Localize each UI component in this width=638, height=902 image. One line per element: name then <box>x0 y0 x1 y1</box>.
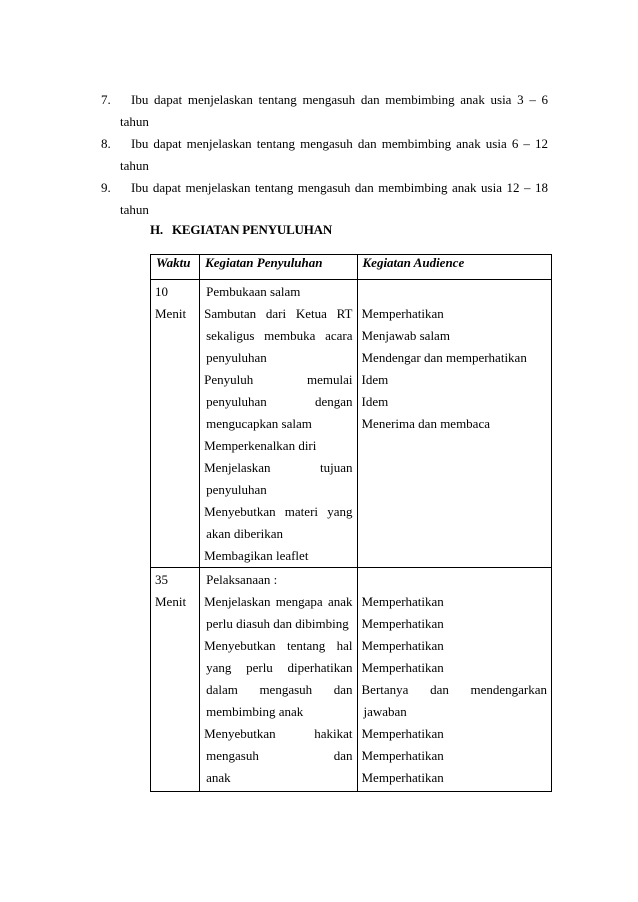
waktu-unit: Menit <box>155 306 187 321</box>
cell-line: yang perlu diperhatikan <box>206 660 353 675</box>
cell-line: Memperkenalkan diri <box>204 438 317 453</box>
penyuluhan-cell <box>200 280 357 568</box>
cell-line: Pelaksanaan : <box>206 572 278 587</box>
cell-line: Penyuluh memulai <box>204 372 353 387</box>
waktu-value: 10 <box>155 284 168 299</box>
activity-table <box>150 254 552 792</box>
cell-line: membimbing anak <box>206 704 304 719</box>
section-heading <box>150 222 332 238</box>
list-text-continuation: tahun <box>120 158 149 173</box>
cell-line: sekaligus membuka acara <box>206 328 353 343</box>
list-text-continuation: tahun <box>120 202 149 217</box>
cell-line <box>362 281 548 303</box>
cell-line: penyuluhan <box>206 350 267 365</box>
cell-line: Memperhatikan <box>361 616 444 631</box>
cell-line: Memperhatikan <box>361 660 444 675</box>
cell-line: Memperhatikan <box>361 748 444 763</box>
list-text: Ibu dapat menjelaskan tentang mengasuh dan membimbing anak usia 6 – 12 <box>131 136 548 151</box>
cell-line: Memperhatikan <box>361 638 444 653</box>
cell-line: Memperhatikan <box>361 726 444 741</box>
cell-line: perlu diasuh dan dibimbing <box>206 616 349 631</box>
cell-line: penyuluhan <box>206 482 267 497</box>
cell-line: dalam mengasuh dan <box>206 682 353 697</box>
cell-line <box>362 569 548 591</box>
header-kegiatan-penyuluhan: Kegiatan Penyuluhan <box>200 255 357 280</box>
table-row <box>151 280 552 568</box>
cell-line: Menjelaskan mengapa anak <box>204 594 353 609</box>
audience-cell <box>357 568 552 792</box>
cell-line: Menjawab salam <box>361 328 450 343</box>
cell-line: akan diberikan <box>206 526 283 541</box>
cell-line: Bertanya dan mendengarkan <box>361 682 547 697</box>
cell-line: Menyebutkan tentang hal <box>204 638 353 653</box>
section-title: KEGIATAN PENYULUHAN <box>172 222 333 237</box>
cell-line: jawaban <box>363 704 407 719</box>
list-text: Ibu dapat menjelaskan tentang mengasuh dan membimbing anak usia 3 – 6 <box>131 92 548 107</box>
cell-line: penyuluhan dengan <box>206 394 353 409</box>
list-text: Ibu dapat menjelaskan tentang mengasuh dan membimbing anak usia 12 – 18 <box>131 180 548 195</box>
cell-line: Menyebutkan hakikat <box>204 726 353 741</box>
cell-line: Menyebutkan materi yang <box>204 504 353 519</box>
list-text-continuation: tahun <box>120 114 149 129</box>
list-item <box>101 89 548 133</box>
list-number: 9. <box>101 180 111 195</box>
cell-line: Sambutan dari Ketua RT <box>204 306 353 321</box>
list-number: 8. <box>101 136 111 151</box>
list-item <box>101 133 548 177</box>
header-kegiatan-audience: Kegiatan Audience <box>357 255 552 280</box>
list-number: 7. <box>101 92 111 107</box>
cell-line: Pembukaan salam <box>206 284 301 299</box>
table-header-row <box>151 255 552 280</box>
waktu-cell <box>151 568 200 792</box>
cell-line: mengasuh dan <box>206 748 353 763</box>
waktu-cell <box>151 280 200 568</box>
waktu-unit: Menit <box>155 594 187 609</box>
list-item <box>101 177 548 221</box>
header-waktu: Waktu <box>151 255 200 280</box>
cell-line: Mendengar dan memperhatikan <box>361 350 527 365</box>
cell-line: mengucapkan salam <box>206 416 312 431</box>
cell-line: Memperhatikan <box>361 306 444 321</box>
penyuluhan-cell <box>200 568 357 792</box>
cell-line: anak <box>206 770 231 785</box>
cell-line: Membagikan leaflet <box>204 548 309 563</box>
audience-cell <box>357 280 552 568</box>
section-letter: H. <box>150 222 163 237</box>
cell-line: Memperhatikan <box>361 594 444 609</box>
cell-line: Idem <box>361 372 389 387</box>
table-row <box>151 568 552 792</box>
cell-line: Memperhatikan <box>361 770 444 785</box>
waktu-value: 35 <box>155 572 168 587</box>
cell-line: Menerima dan membaca <box>361 416 490 431</box>
cell-line: Idem <box>361 394 389 409</box>
cell-line: Menjelaskan tujuan <box>204 460 353 475</box>
